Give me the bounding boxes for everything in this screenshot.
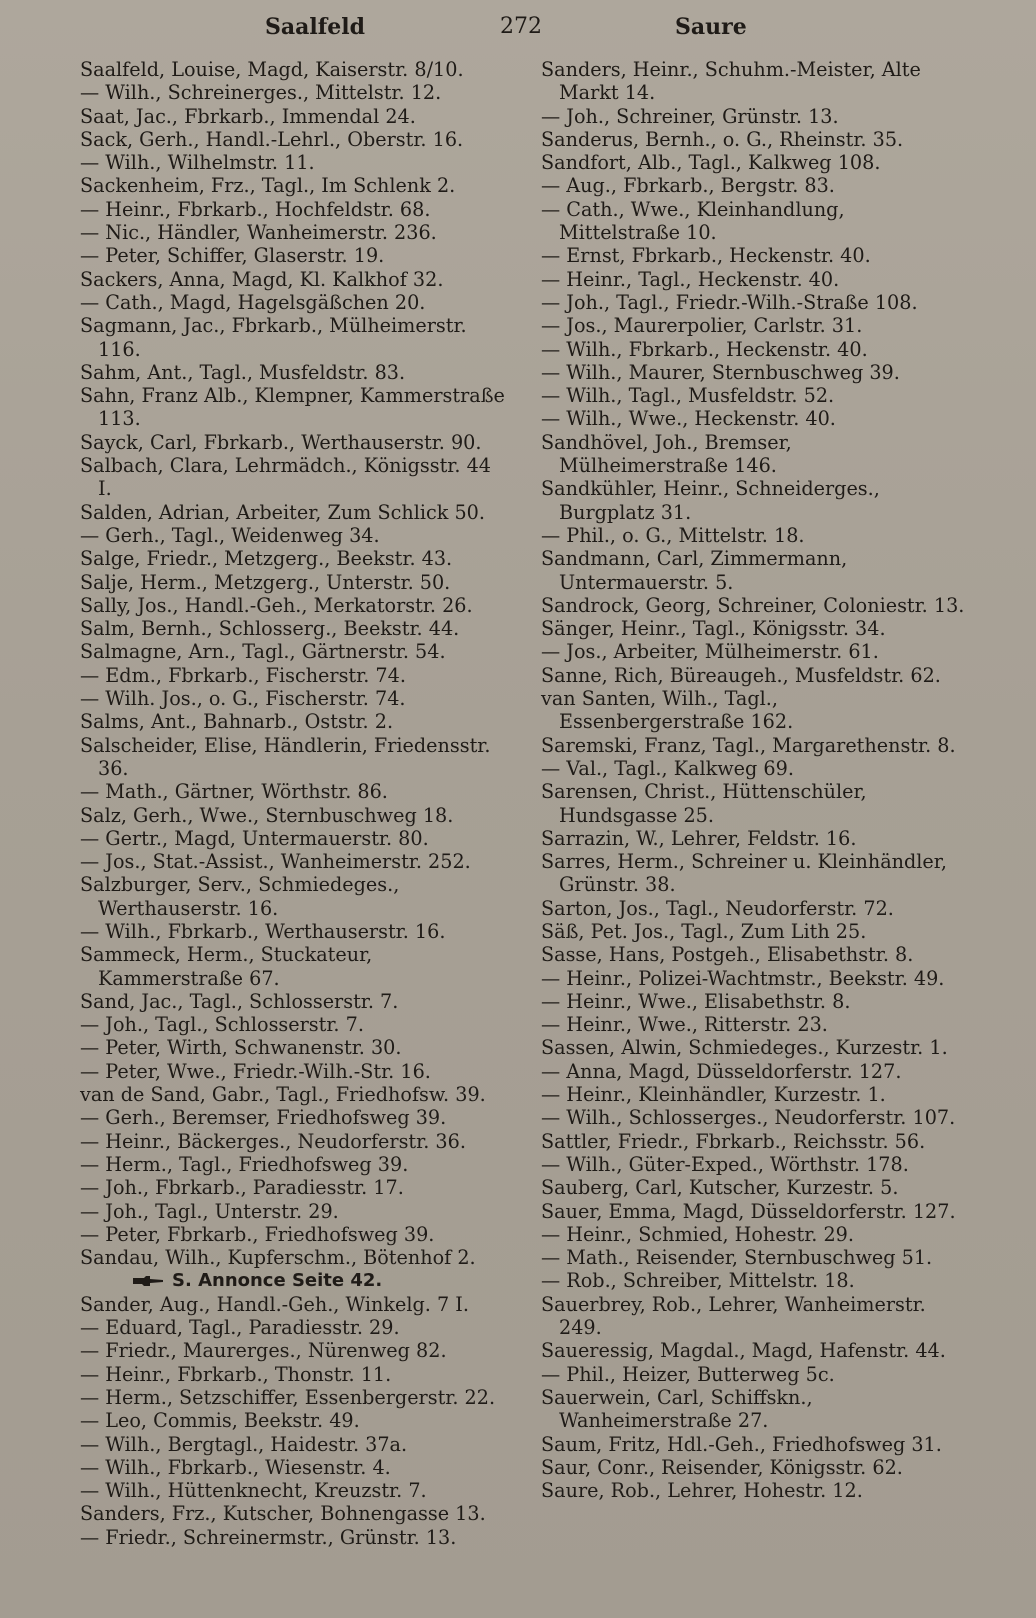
directory-entry: Salzburger, Serv., Schmiedeges., Werthauserstr. 16. bbox=[80, 873, 400, 920]
directory-entry: Saat, Jac., Fbrkarb., Immendal 24. bbox=[80, 104, 416, 128]
directory-entry: Salge, Friedr., Metzgerg., Beekstr. 43. bbox=[80, 547, 453, 571]
directory-entry: — Wilh., Maurer, Sternbuschweg 39. bbox=[541, 360, 900, 384]
directory-entry: — Gerh., Tagl., Weidenweg 34. bbox=[80, 523, 380, 547]
directory-entry: — Math., Reisender, Sternbuschweg 51. bbox=[541, 1246, 933, 1270]
directory-entry: Sandkühler, Heinr., Schneiderges., Burgplatz 31. bbox=[541, 477, 880, 524]
directory-entry: Salm, Bernh., Schlosserg., Beekstr. 44. bbox=[80, 617, 460, 641]
directory-entry: Sarton, Jos., Tagl., Neudorferstr. 72. bbox=[541, 896, 894, 920]
directory-entry: Sander, Aug., Handl.-Geh., Winkelg. 7 I. bbox=[80, 1292, 469, 1316]
directory-entry: — Herm., Tagl., Friedhofsweg 39. bbox=[80, 1152, 409, 1176]
directory-entry: Salz, Gerh., Wwe., Sternbuschweg 18. bbox=[80, 803, 454, 827]
page-header bbox=[80, 14, 970, 48]
directory-entry: — Joh., Schreiner, Grünstr. 13. bbox=[541, 104, 839, 128]
directory-entry: Salscheider, Elise, Händlerin, Friedensstr. 36. bbox=[80, 733, 491, 780]
directory-entry: van Santen, Wilh., Tagl., Essenbergerstraße 162. bbox=[541, 687, 794, 734]
directory-entry: Sandrock, Georg, Schreiner, Coloniestr. 13. bbox=[541, 593, 965, 617]
directory-entry: — Friedr., Schreinermstr., Grünstr. 13. bbox=[80, 1525, 457, 1549]
directory-entry: — Heinr., Bäckerges., Neudorferstr. 36. bbox=[80, 1129, 466, 1153]
directory-entry: — Joh., Tagl., Schlosserstr. 7. bbox=[80, 1013, 364, 1037]
directory-entry: Saum, Fritz, Hdl.-Geh., Friedhofsweg 31. bbox=[541, 1432, 942, 1456]
directory-entry: Salms, Ant., Bahnarb., Oststr. 2. bbox=[80, 710, 394, 734]
directory-entry: Sanne, Rich, Büreaugeh., Musfeldstr. 62. bbox=[541, 663, 941, 687]
directory-entry: Salden, Adrian, Arbeiter, Zum Schlick 50. bbox=[80, 500, 485, 524]
directory-entry: Saueressig, Magdal., Magd, Hafenstr. 44. bbox=[541, 1339, 946, 1363]
directory-entry: — Herm., Setzschiffer, Essenbergerstr. 22. bbox=[80, 1385, 496, 1409]
directory-entry: — Aug., Fbrkarb., Bergstr. 83. bbox=[541, 174, 835, 198]
directory-entry: Sattler, Friedr., Fbrkarb., Reichsstr. 56. bbox=[541, 1129, 926, 1153]
directory-entry: Sarensen, Christ., Hüttenschüler, Hundsgasse 25. bbox=[541, 780, 867, 827]
directory-entry: Sammeck, Herm., Stuckateur, Kammerstraße 67. bbox=[80, 943, 373, 990]
directory-entry: Saur, Conr., Reisender, Königsstr. 62. bbox=[541, 1455, 903, 1479]
directory-entry: — Heinr., Polizei-Wachtmstr., Beekstr. 49. bbox=[541, 966, 945, 990]
directory-entry: — Jos., Stat.-Assist., Wanheimerstr. 252. bbox=[80, 850, 471, 874]
header-right-keyword: Saure bbox=[675, 14, 747, 40]
directory-entry: — Heinr., Fbrkarb., Hochfeldstr. 68. bbox=[80, 197, 431, 221]
directory-entry: — Wilh., Bergtagl., Haidestr. 37a. bbox=[80, 1432, 408, 1456]
directory-entry: — Nic., Händler, Wanheimerstr. 236. bbox=[80, 221, 437, 245]
directory-entry: Sanders, Frz., Kutscher, Bohnengasse 13. bbox=[80, 1502, 486, 1526]
directory-entry: — Wilh., Güter-Exped., Wörthstr. 178. bbox=[541, 1152, 909, 1176]
directory-entry: — Wilh., Schreinerges., Mittelstr. 12. bbox=[80, 81, 442, 105]
annonce-notice bbox=[80, 1269, 510, 1292]
directory-entry: Salmagne, Arn., Tagl., Gärtnerstr. 54. bbox=[80, 640, 446, 664]
directory-entry: Sauerwein, Carl, Schiffskn., Wanheimerstraße 27. bbox=[541, 1385, 813, 1433]
directory-entry: — Wilh., Schlosserges., Neudorferstr. 107. bbox=[541, 1106, 956, 1130]
header-left-keyword: Saalfeld bbox=[265, 14, 365, 40]
directory-entry: Salbach, Clara, Lehrmädch., Königsstr. 44 I. bbox=[80, 454, 491, 501]
annonce-text: S. Annonce Seite 42. bbox=[172, 1270, 383, 1292]
directory-entry: — Heinr., Schmied, Hohestr. 29. bbox=[541, 1222, 854, 1246]
directory-entry: — Phil., Heizer, Butterweg 5c. bbox=[541, 1362, 835, 1386]
directory-entry: — Heinr., Tagl., Heckenstr. 40. bbox=[541, 267, 840, 291]
directory-entry: — Wilh., Fbrkarb., Werthauserstr. 16. bbox=[80, 919, 446, 943]
directory-entry: Sayck, Carl, Fbrkarb., Werthauserstr. 90. bbox=[80, 430, 482, 454]
directory-entry: — Eduard, Tagl., Paradiesstr. 29. bbox=[80, 1316, 400, 1340]
directory-entry: Sackers, Anna, Magd, Kl. Kalkhof 32. bbox=[80, 267, 444, 291]
directory-entry: Saremski, Franz, Tagl., Margarethenstr. 8. bbox=[541, 733, 956, 757]
directory-entry: — Joh., Fbrkarb., Paradiesstr. 17. bbox=[80, 1176, 404, 1200]
directory-entry: — Anna, Magd, Düsseldorferstr. 127. bbox=[541, 1059, 902, 1083]
directory-entry: Sänger, Heinr., Tagl., Königsstr. 34. bbox=[541, 617, 886, 641]
directory-entry: Sanderus, Bernh., o. G., Rheinstr. 35. bbox=[541, 127, 904, 151]
directory-entry: — Wilh., Hüttenknecht, Kreuzstr. 7. bbox=[80, 1479, 427, 1503]
directory-entry: Sandau, Wilh., Kupferschm., Bötenhof 2. bbox=[80, 1246, 476, 1270]
directory-entry: Saure, Rob., Lehrer, Hohestr. 12. bbox=[541, 1479, 863, 1503]
directory-entry: Sauer, Emma, Magd, Düsseldorferstr. 127. bbox=[541, 1199, 956, 1223]
directory-entry: Sarres, Herm., Schreiner u. Kleinhändler, Grünstr. 38. bbox=[541, 850, 947, 897]
directory-entry: — Peter, Wwe., Friedr.-Wilh.-Str. 16. bbox=[80, 1059, 431, 1083]
directory-entry: Sauerbrey, Rob., Lehrer, Wanheimerstr. 249. bbox=[541, 1292, 926, 1340]
directory-entry: — Wilh. Jos., o. G., Fischerstr. 74. bbox=[80, 687, 406, 711]
right-column bbox=[541, 58, 966, 1502]
directory-entry: Sanders, Heinr., Schuhm.-Meister, Alte Markt 14. bbox=[541, 58, 921, 105]
directory-entry: Sahn, Franz Alb., Klempner, Kammerstraße 113. bbox=[80, 384, 505, 431]
directory-entry: Sackenheim, Frz., Tagl., Im Schlenk 2. bbox=[80, 174, 456, 198]
directory-entry: — Heinr., Fbrkarb., Thonstr. 11. bbox=[80, 1362, 392, 1386]
directory-entry: Sandhövel, Joh., Bremser, Mülheimerstraße 146. bbox=[541, 430, 792, 478]
directory-entry: — Phil., o. G., Mittelstr. 18. bbox=[541, 523, 805, 547]
directory-entry: — Heinr., Wwe., Elisabethstr. 8. bbox=[541, 989, 851, 1013]
directory-entry: — Gerh., Beremser, Friedhofsweg 39. bbox=[80, 1106, 447, 1130]
directory-entry: — Peter, Wirth, Schwanenstr. 30. bbox=[80, 1036, 402, 1060]
directory-entry: — Wilh., Tagl., Musfeldstr. 52. bbox=[541, 384, 835, 408]
directory-entry: van de Sand, Gabr., Tagl., Friedhofsw. 39. bbox=[80, 1083, 486, 1107]
directory-entry: — Math., Gärtner, Wörthstr. 86. bbox=[80, 780, 388, 804]
directory-entry: — Peter, Fbrkarb., Friedhofsweg 39. bbox=[80, 1222, 435, 1246]
directory-entry: — Gertr., Magd, Untermauerstr. 80. bbox=[80, 826, 429, 850]
directory-entry: Sarrazin, W., Lehrer, Feldstr. 16. bbox=[541, 826, 857, 850]
directory-entry: — Jos., Maurerpolier, Carlstr. 31. bbox=[541, 314, 863, 338]
directory-entry: — Wilh., Fbrkarb., Heckenstr. 40. bbox=[541, 337, 868, 361]
directory-entry: Sauberg, Carl, Kutscher, Kurzestr. 5. bbox=[541, 1176, 899, 1200]
page-number: 272 bbox=[500, 14, 542, 39]
directory-entry: Saalfeld, Louise, Magd, Kaiserstr. 8/10. bbox=[80, 58, 464, 81]
directory-entry: — Ernst, Fbrkarb., Heckenstr. 40. bbox=[541, 244, 871, 268]
directory-entry: Salje, Herm., Metzgerg., Unterstr. 50. bbox=[80, 570, 451, 594]
directory-entry: Sand, Jac., Tagl., Schlosserstr. 7. bbox=[80, 989, 399, 1013]
directory-entry: — Joh., Tagl., Friedr.-Wilh.-Straße 108. bbox=[541, 290, 918, 314]
directory-entry: Sally, Jos., Handl.-Geh., Merkatorstr. 26. bbox=[80, 593, 473, 617]
directory-entry: — Heinr., Kleinhändler, Kurzestr. 1. bbox=[541, 1083, 886, 1107]
directory-entry: — Joh., Tagl., Unterstr. 29. bbox=[80, 1199, 339, 1223]
left-column bbox=[80, 58, 510, 1549]
directory-entry: — Edm., Fbrkarb., Fischerstr. 74. bbox=[80, 663, 406, 687]
directory-entry: — Cath., Wwe., Kleinhandlung, Mittelstraße 10. bbox=[541, 197, 845, 245]
directory-entry: — Leo, Commis, Beekstr. 49. bbox=[80, 1409, 360, 1433]
directory-entry: Sack, Gerh., Handl.-Lehrl., Oberstr. 16. bbox=[80, 127, 464, 151]
directory-entry: Sassen, Alwin, Schmiedeges., Kurzestr. 1. bbox=[541, 1036, 948, 1060]
directory-entry: Sasse, Hans, Postgeh., Elisabethstr. 8. bbox=[541, 943, 914, 967]
directory-entry: — Wilh., Fbrkarb., Wiesenstr. 4. bbox=[80, 1455, 391, 1479]
directory-entry: Sandfort, Alb., Tagl., Kalkweg 108. bbox=[541, 151, 881, 175]
directory-entry: Sagmann, Jac., Fbrkarb., Mülheimerstr. 116. bbox=[80, 314, 467, 361]
directory-entry: — Friedr., Maurerges., Nürenweg 82. bbox=[80, 1339, 447, 1363]
directory-entry: — Jos., Arbeiter, Mülheimerstr. 61. bbox=[541, 640, 879, 664]
directory-entry: Sahm, Ant., Tagl., Musfeldstr. 83. bbox=[80, 360, 406, 384]
directory-entry: — Val., Tagl., Kalkweg 69. bbox=[541, 756, 794, 780]
directory-entry: Sandmann, Carl, Zimmermann, Untermauerstr. 5. bbox=[541, 547, 848, 594]
pointing-hand-icon bbox=[132, 1275, 164, 1287]
directory-entry: — Cath., Magd, Hagelsgäßchen 20. bbox=[80, 290, 426, 314]
directory-entry: — Heinr., Wwe., Ritterstr. 23. bbox=[541, 1013, 828, 1037]
directory-entry: — Peter, Schiffer, Glaserstr. 19. bbox=[80, 244, 385, 268]
directory-entry: Säß, Pet. Jos., Tagl., Zum Lith 25. bbox=[541, 919, 867, 943]
directory-entry: — Wilh., Wwe., Heckenstr. 40. bbox=[541, 407, 836, 431]
directory-entry: — Rob., Schreiber, Mittelstr. 18. bbox=[541, 1269, 855, 1293]
directory-entry: — Wilh., Wilhelmstr. 11. bbox=[80, 151, 315, 175]
